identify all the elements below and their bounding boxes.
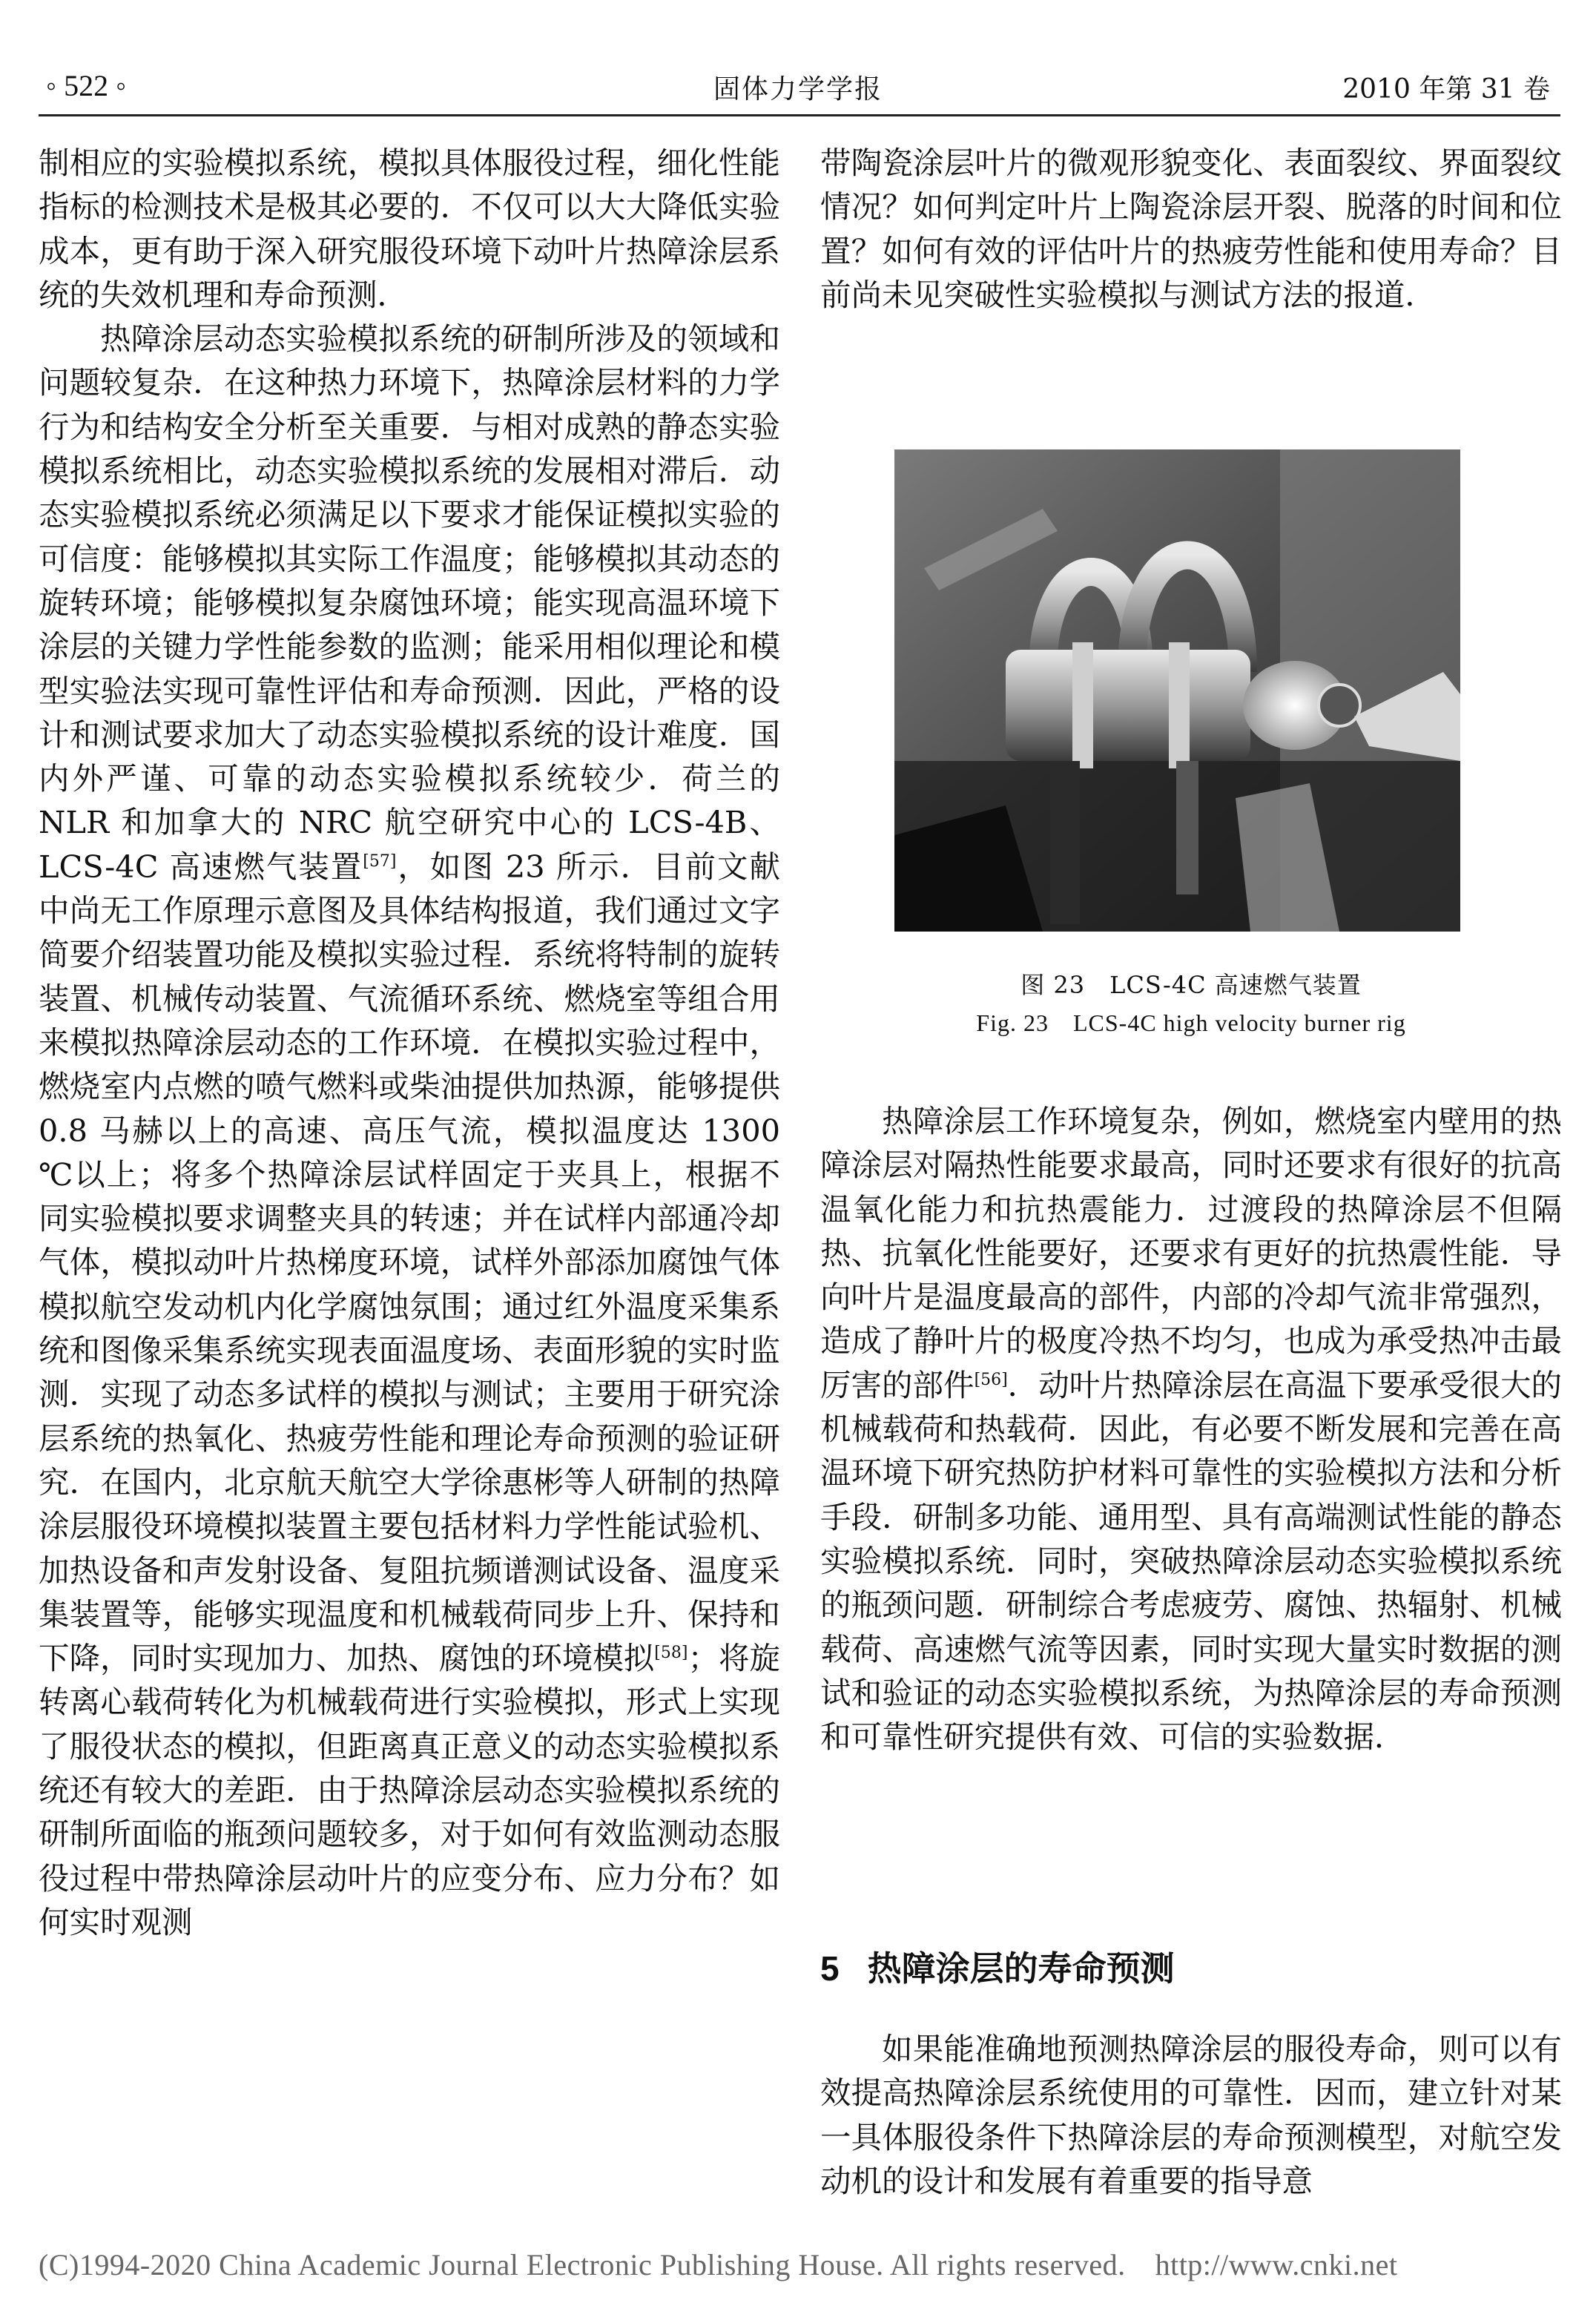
copyright-footer — [39, 2247, 1397, 2282]
paragraph-text: ．动叶片热障涂层在高温下要承受很大的机械载荷和热载荷．因此，有必要不断发展和完善在高温环境下研究热防护材料可靠性的实验模拟方法和分析手段．研制多功能、通用型、具有高端测试性能的静态实验模拟系统．同时，突破热障涂层动态实验模拟系统的瓶颈问题．研制综合考虑疲劳、腐蚀、热辐射、机械载荷、高速燃气流等因素，同时实现大量实时数据的测试和验证的动态实验模拟系统，为热障涂层的寿命预测和可靠性研究提供有效、可信的实验数据． — [820, 1366, 1562, 1756]
page-number: ◦ 522 ◦ — [46, 69, 127, 102]
figure-burner-rig-photo — [894, 449, 1460, 932]
paragraph-text: 热障涂层工作环境复杂，例如，燃烧室内壁用的热障涂层对隔热性能要求最高，同时还要求有很好的抗高温氧化能力和抗热震能力．过渡段的热障涂层不但隔热、抗氧化性能要好，还要求有更好的抗热震性能．导向叶片是温度最高的部件，内部的冷却气流非常强烈，造成了静叶片的极度冷热不均匀，也成为承受热冲击最厉害的部件 — [820, 1103, 1562, 1403]
right-column-bottom — [820, 2027, 1562, 2203]
figure-caption-cn: 图 23 LCS-4C 高速燃气装置 — [1020, 971, 1362, 999]
citation: [58] — [654, 1644, 688, 1663]
copyright-text: (C)1994-2020 China Academic Journal Electronic Publishing House. All rights reserved. — [39, 2248, 1126, 2281]
journal-name: 固体力学学报 — [713, 74, 883, 105]
paragraph-text: 热障涂层动态实验模拟系统的研制所涉及的领域和问题较复杂．在这种热力环境下，热障涂层材料的力学行为和结构安全分析至关重要．与相对成熟的静态实验模拟系统相比，动态实验模拟系统的发展相对滞后．动态实验模拟系统必须满足以下要求才能保证模拟实验的可信度：能够模拟其实际工作温度；能够模拟其动态的旋转环境；能够模拟复杂腐蚀环境；能实现高温环境下涂层的关键力学性能参数的监测；能采用相似理论和模型实验法实现可靠性评估和寿命预测．因此，严格的设计和测试要求加大了动态实验模拟系统的设计难度．国内外严谨、可靠的动态实验模拟系统较少．荷兰的 NLR 和加拿大的 NRC 航空研究中心的 LCS-4B、LCS-4C 高速燃气装置 — [39, 320, 780, 885]
burner-rig-illustration — [894, 449, 1460, 932]
citation: [56] — [974, 1370, 1008, 1389]
left-column — [39, 141, 780, 1944]
issue-info: 2010 年第 31 卷 — [1342, 74, 1550, 105]
figure-caption-en: Fig. 23 LCS-4C high velocity burner rig — [976, 1009, 1406, 1036]
paragraph: 制相应的实验模拟系统，模拟具体服役过程，细化性能指标的检测技术是极其必要的．不仅可以大大降低实验成本，更有助于深入研究服役环境下动叶片热障涂层系统的失效机理和寿命预测． — [39, 145, 780, 313]
header-rule — [39, 114, 1560, 116]
paragraph: 带陶瓷涂层叶片的微观形貌变化、表面裂纹、界面裂纹情况？如何判定叶片上陶瓷涂层开裂、脱落的时间和位置？如何有效的评估叶片的热疲劳性能和使用寿命？目前尚未见突破性实验模拟与测试方法的报道． — [820, 145, 1562, 313]
section-number: 5 — [820, 1949, 840, 1988]
paragraph — [39, 317, 780, 1944]
page-header — [0, 0, 1596, 119]
paragraph: 如果能准确地预测热障涂层的服役寿命，则可以有效提高热障涂层系统使用的可靠性．因而，建立针对某一具体服役条件下热障涂层的寿命预测模型，对航空发动机的设计和发展有着重要的指导意 — [820, 2031, 1562, 2199]
citation: [57] — [363, 851, 397, 871]
section-title: 热障涂层的寿命预测 — [867, 1948, 1175, 1988]
paragraph-text: ，如图 23 所示．目前文献中尚无工作原理示意图及具体结构报道，我们通过文字简要介绍装置功能及模拟实验过程．系统将特制的旋转装置、机械传动装置、气流循环系统、燃烧室等组合用来模拟热障涂层动态的工作环境．在模拟实验过程中，燃烧室内点燃的喷气燃料或柴油提供加热源，能够提供 0.8 马赫以上的高速、高压气流，模拟温度达 1300 ℃以上；将多个热障涂层试样固定于夹具上，根据不同实验模拟要求调整夹具的转速；并在试样内部通冷却气体，模拟动叶片热梯度环境，试样外部添加腐蚀气体模拟航空发动机内化学腐蚀氛围；通过红外温度采集系统和图像采集系统实现表面温度场、表面形貌的实时监测．实现了动态多试样的模拟与测试；主要用于研究涂层系统的热氧化、热疲劳性能和理论寿命预测的验证研究．在国内，北京航天航空大学徐惠彬等人研制的热障涂层服役环境模拟装置主要包括材料力学性能试验机、加热设备和声发射设备、复阻抗频谱测试设备、温度采集装置等，能够实现温度和机械载荷同步上升、保持和下降，同时实现加力、加热、腐蚀的环境模拟 — [39, 848, 780, 1677]
paragraph — [820, 1099, 1562, 1759]
right-column-middle — [820, 1099, 1562, 1759]
paragraph-text: ；将旋转离心载荷转化为机械载荷进行实验模拟，形式上实现了服役状态的模拟，但距离真正意义的动态实验模拟系统还有较大的差距．由于热障涂层动态实验模拟系统的研制所面临的瓶颈问题较多，对于如何有效监测动态服役过程中带热障涂层动叶片的应变分布、应力分布？如何实时观测 — [39, 1640, 780, 1940]
footer-link[interactable]: http://www.cnki.net — [1155, 2248, 1398, 2281]
section-heading — [820, 1942, 1175, 1991]
right-column-top — [820, 141, 1562, 317]
